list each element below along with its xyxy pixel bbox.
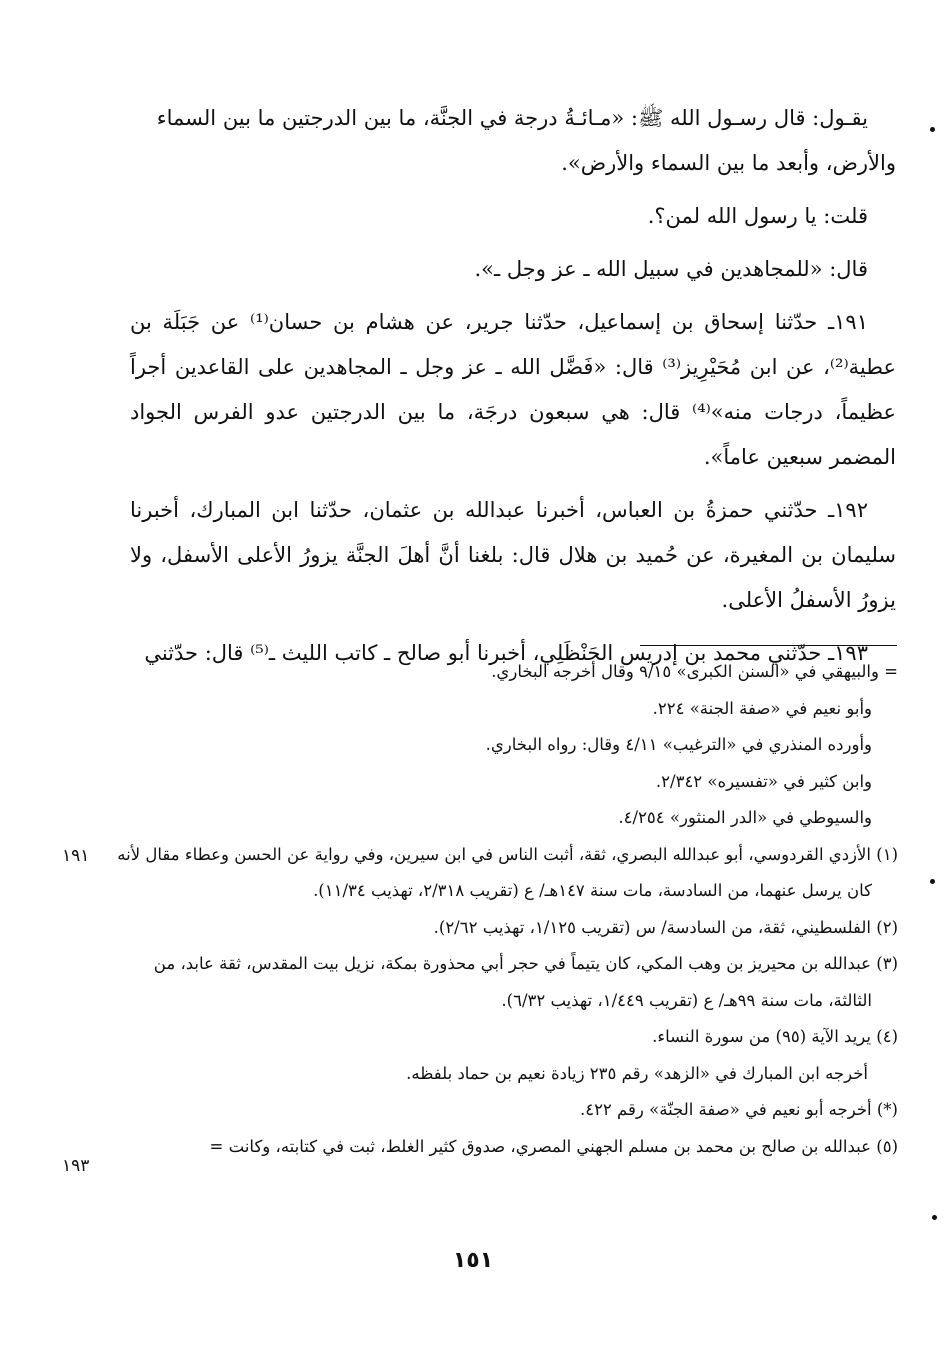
footnote-continuation: = والبيهقي في «السنن الكبرى» ٩/١٥ وقال أخرجه البخاري. [491, 662, 898, 681]
hadith-text-question: قلت: يا رسول الله لمن؟. [647, 204, 868, 228]
hadith-text-answer: قال: «للمجاهدين في سبيل الله ـ عز وجل ـ». [474, 257, 868, 281]
hadith-193: ١٩٣ـ حدّثني محمد بن إدريس الحَنْظَلِي، أخبرنا أبو صالح ـ كاتب الليث ـ⁽⁵⁾ قال: حدّثني [144, 641, 868, 665]
footnote-5: (٥) عبدالله بن صالح بن محمد بن مسلم الجهني المصري، صدوق كثير الغلط، ثبت في كتابته، وكانت = [209, 1136, 898, 1156]
hadith-text-line: يقـول: قال رسـول الله ﷺ: «مـائـةُ درجة في الجنَّة، ما بين الدرجتين ما بين السماء [156, 106, 868, 130]
footnote-3: (٣) عبدالله بن محيريز بن وهب المكي، كان يتيماً في حجر أبي محذورة بمكة، نزيل بيت المقدس، ثقة عابد، من الثالثة، مات سنة ٩٩هـ/ ع (تقريب ١/٤٤٩، تهذيب ٦/٣٢). [153, 954, 898, 1010]
footnote-4-extra: أخرجه ابن المبارك في «الزهد» رقم ٢٣٥ زيادة نعيم بن حماد بلفظه. [406, 1063, 868, 1083]
footnote-continuation: وأورده المنذري في «الترغيب» ٤/١١ وقال: رواه البخاري. [485, 735, 872, 754]
footnote-4: (٤) يريد الآية (٩٥) من سورة النساء. [652, 1027, 898, 1046]
footnote-continuation: وابن كثير في «تفسيره» ٢/٣٤٢. [655, 771, 872, 791]
footnote-1: (١) الأزدي القردوسي، أبو عبدالله البصري، ثقة، أثبت الناس في ابن سيرين، وفي رواية عن الحسن وعطاء مقال لأنه كان يرسل عنهما، من السادسة، مات سنة ١٤٧هـ/ ع (تقريب ٢/٣١٨، تهذيب ١١/٣٤). [117, 844, 898, 900]
margin-ref-193: ١٩٣ [62, 1156, 90, 1176]
footnote-star: (*) أخرجه أبو نعيم في «صفة الجنّة» رقم ٤٢٢. [579, 1100, 898, 1119]
main-text-block [130, 96, 896, 676]
hadith-text-line: والأرض، وأبعد ما بين السماء والأرض». [561, 151, 896, 175]
footnote-continuation: وأبو نعيم في «صفة الجنة» ٢٢٤. [652, 698, 872, 718]
footnote-continuation: والسيوطي في «الدر المنثور» ٤/٢٥٤. [618, 808, 872, 827]
footnotes-block [108, 654, 898, 1165]
scan-mark [930, 879, 935, 884]
hadith-191: ١٩١ـ حدّثنا إسحاق بن إسماعيل، حدّثنا جرير، عن هشام بن حسان⁽¹⁾ عن جَبَلَة بن عطية⁽²⁾، عن ابن مُحَيْرِيز⁽³⁾ قال: «فَضَّل الله ـ عز وجل ـ المجاهدين على القاعدين أجراً عظيماً، درجات منه»⁽⁴⁾ قال: هي سبعون درجَة، ما بين الدرجتين عدو الفرس الجواد المضمر سبعين عاماً». [130, 310, 896, 469]
margin-ref-191: ١٩١ [62, 846, 90, 866]
footnote-divider [640, 645, 897, 646]
scan-mark [932, 1215, 937, 1220]
hadith-192: ١٩٢ـ حدّثني حمزةُ بن العباس، أخبرنا عبدالله بن عثمان، حدّثنا ابن المبارك، أخبرنا سليمان بن المغيرة، عن حُميد بن هلال قال: بلغنا أنَّ أهلَ الجنَّة يزورُ الأعلى الأسفل، ولا يزورُ الأسفلُ الأعلى. [130, 498, 896, 612]
page-number: ١٥١ [452, 1248, 494, 1273]
footnote-2: (٢) الفلسطيني، ثقة، من السادسة/ س (تقريب ١/١٢٥، تهذيب ٢/٦٢). [433, 917, 898, 937]
scan-mark [930, 127, 935, 132]
